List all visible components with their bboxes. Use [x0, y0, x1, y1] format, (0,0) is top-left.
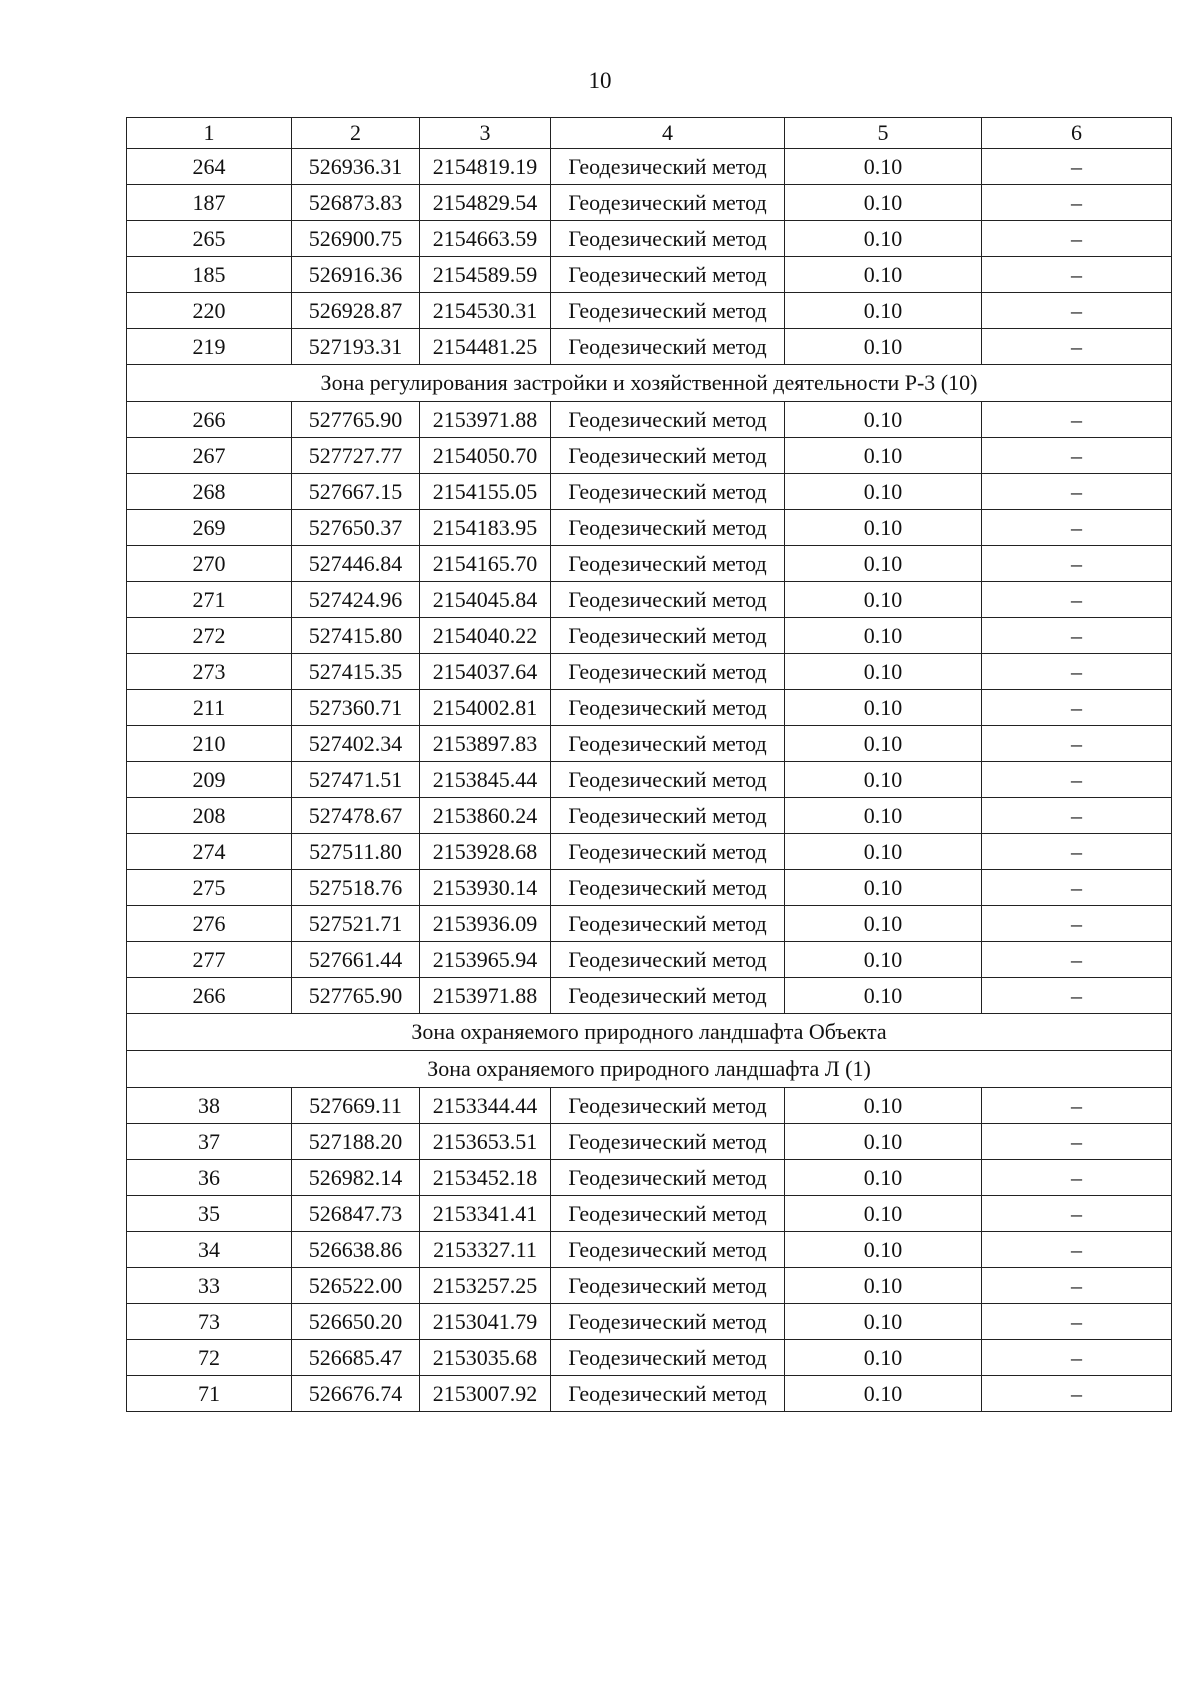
y-coordinate-cell: 2153971.88 [420, 978, 551, 1014]
method-cell: Геодезический метод [551, 726, 785, 762]
note-cell: – [982, 1268, 1172, 1304]
x-coordinate-cell: 527511.80 [292, 834, 420, 870]
point-number-cell: 276 [127, 906, 292, 942]
table-row [127, 402, 1172, 438]
accuracy-cell: 0.10 [785, 149, 982, 185]
table-row [127, 1124, 1172, 1160]
column-header: 6 [982, 118, 1172, 149]
method-cell: Геодезический метод [551, 149, 785, 185]
method-cell: Геодезический метод [551, 329, 785, 365]
x-coordinate-cell: 526936.31 [292, 149, 420, 185]
point-number-cell: 220 [127, 293, 292, 329]
table-row [127, 654, 1172, 690]
y-coordinate-cell: 2154165.70 [420, 546, 551, 582]
accuracy-cell: 0.10 [785, 726, 982, 762]
y-coordinate-cell: 2153327.11 [420, 1232, 551, 1268]
table-body [127, 149, 1172, 1412]
point-number-cell: 271 [127, 582, 292, 618]
method-cell: Геодезический метод [551, 1340, 785, 1376]
accuracy-cell: 0.10 [785, 870, 982, 906]
accuracy-cell: 0.10 [785, 257, 982, 293]
accuracy-cell: 0.10 [785, 942, 982, 978]
point-number-cell: 187 [127, 185, 292, 221]
x-coordinate-cell: 527667.15 [292, 474, 420, 510]
note-cell: – [982, 942, 1172, 978]
column-header: 4 [551, 118, 785, 149]
section-title: Зона охраняемого природного ландшафта Л (1) [127, 1051, 1172, 1088]
y-coordinate-cell: 2154002.81 [420, 690, 551, 726]
table-row [127, 149, 1172, 185]
note-cell: – [982, 402, 1172, 438]
accuracy-cell: 0.10 [785, 798, 982, 834]
coordinates-table [126, 117, 1171, 1412]
method-cell: Геодезический метод [551, 618, 785, 654]
method-cell: Геодезический метод [551, 870, 785, 906]
method-cell: Геодезический метод [551, 1304, 785, 1340]
x-coordinate-cell: 527669.11 [292, 1088, 420, 1124]
section-row [127, 1014, 1172, 1051]
accuracy-cell: 0.10 [785, 1160, 982, 1196]
method-cell: Геодезический метод [551, 906, 785, 942]
x-coordinate-cell: 526522.00 [292, 1268, 420, 1304]
method-cell: Геодезический метод [551, 690, 785, 726]
x-coordinate-cell: 527518.76 [292, 870, 420, 906]
note-cell: – [982, 1088, 1172, 1124]
point-number-cell: 210 [127, 726, 292, 762]
note-cell: – [982, 1376, 1172, 1412]
y-coordinate-cell: 2154819.19 [420, 149, 551, 185]
note-cell: – [982, 618, 1172, 654]
y-coordinate-cell: 2154040.22 [420, 618, 551, 654]
method-cell: Геодезический метод [551, 978, 785, 1014]
y-coordinate-cell: 2154183.95 [420, 510, 551, 546]
table-row [127, 798, 1172, 834]
method-cell: Геодезический метод [551, 942, 785, 978]
note-cell: – [982, 1196, 1172, 1232]
point-number-cell: 33 [127, 1268, 292, 1304]
x-coordinate-cell: 526928.87 [292, 293, 420, 329]
table-row [127, 870, 1172, 906]
table-row [127, 1340, 1172, 1376]
method-cell: Геодезический метод [551, 582, 785, 618]
point-number-cell: 274 [127, 834, 292, 870]
column-header: 1 [127, 118, 292, 149]
method-cell: Геодезический метод [551, 185, 785, 221]
y-coordinate-cell: 2153965.94 [420, 942, 551, 978]
y-coordinate-cell: 2153035.68 [420, 1340, 551, 1376]
y-coordinate-cell: 2154481.25 [420, 329, 551, 365]
note-cell: – [982, 257, 1172, 293]
point-number-cell: 275 [127, 870, 292, 906]
table-row [127, 762, 1172, 798]
table-row [127, 942, 1172, 978]
y-coordinate-cell: 2153007.92 [420, 1376, 551, 1412]
method-cell: Геодезический метод [551, 546, 785, 582]
x-coordinate-cell: 526900.75 [292, 221, 420, 257]
x-coordinate-cell: 527661.44 [292, 942, 420, 978]
method-cell: Геодезический метод [551, 798, 785, 834]
accuracy-cell: 0.10 [785, 1376, 982, 1412]
table-row [127, 1160, 1172, 1196]
method-cell: Геодезический метод [551, 1232, 785, 1268]
table-row [127, 474, 1172, 510]
point-number-cell: 185 [127, 257, 292, 293]
point-number-cell: 211 [127, 690, 292, 726]
point-number-cell: 267 [127, 438, 292, 474]
method-cell: Геодезический метод [551, 834, 785, 870]
y-coordinate-cell: 2154829.54 [420, 185, 551, 221]
y-coordinate-cell: 2153860.24 [420, 798, 551, 834]
point-number-cell: 266 [127, 978, 292, 1014]
y-coordinate-cell: 2153971.88 [420, 402, 551, 438]
point-number-cell: 38 [127, 1088, 292, 1124]
accuracy-cell: 0.10 [785, 690, 982, 726]
note-cell: – [982, 221, 1172, 257]
x-coordinate-cell: 527415.35 [292, 654, 420, 690]
y-coordinate-cell: 2154530.31 [420, 293, 551, 329]
column-header: 3 [420, 118, 551, 149]
table-row [127, 1088, 1172, 1124]
method-cell: Геодезический метод [551, 1196, 785, 1232]
accuracy-cell: 0.10 [785, 1268, 982, 1304]
x-coordinate-cell: 527360.71 [292, 690, 420, 726]
x-coordinate-cell: 526873.83 [292, 185, 420, 221]
method-cell: Геодезический метод [551, 1376, 785, 1412]
table-row [127, 906, 1172, 942]
page-number: 10 [588, 68, 612, 93]
method-cell: Геодезический метод [551, 257, 785, 293]
x-coordinate-cell: 527193.31 [292, 329, 420, 365]
point-number-cell: 72 [127, 1340, 292, 1376]
table-row [127, 1376, 1172, 1412]
y-coordinate-cell: 2154037.64 [420, 654, 551, 690]
accuracy-cell: 0.10 [785, 438, 982, 474]
note-cell: – [982, 1124, 1172, 1160]
point-number-cell: 209 [127, 762, 292, 798]
x-coordinate-cell: 527727.77 [292, 438, 420, 474]
y-coordinate-cell: 2153653.51 [420, 1124, 551, 1160]
point-number-cell: 272 [127, 618, 292, 654]
table-row [127, 834, 1172, 870]
note-cell: – [982, 546, 1172, 582]
table-row [127, 1196, 1172, 1232]
section-title: Зона охраняемого природного ландшафта Объекта [127, 1014, 1172, 1051]
table-row [127, 618, 1172, 654]
y-coordinate-cell: 2153341.41 [420, 1196, 551, 1232]
x-coordinate-cell: 527765.90 [292, 978, 420, 1014]
x-coordinate-cell: 527188.20 [292, 1124, 420, 1160]
accuracy-cell: 0.10 [785, 582, 982, 618]
accuracy-cell: 0.10 [785, 510, 982, 546]
section-row [127, 1051, 1172, 1088]
y-coordinate-cell: 2153452.18 [420, 1160, 551, 1196]
point-number-cell: 208 [127, 798, 292, 834]
accuracy-cell: 0.10 [785, 185, 982, 221]
table-row [127, 978, 1172, 1014]
accuracy-cell: 0.10 [785, 1340, 982, 1376]
table-row [127, 1232, 1172, 1268]
x-coordinate-cell: 526676.74 [292, 1376, 420, 1412]
x-coordinate-cell: 526685.47 [292, 1340, 420, 1376]
method-cell: Геодезический метод [551, 1124, 785, 1160]
y-coordinate-cell: 2153845.44 [420, 762, 551, 798]
point-number-cell: 266 [127, 402, 292, 438]
accuracy-cell: 0.10 [785, 834, 982, 870]
note-cell: – [982, 870, 1172, 906]
method-cell: Геодезический метод [551, 654, 785, 690]
note-cell: – [982, 185, 1172, 221]
x-coordinate-cell: 527415.80 [292, 618, 420, 654]
method-cell: Геодезический метод [551, 1268, 785, 1304]
accuracy-cell: 0.10 [785, 906, 982, 942]
note-cell: – [982, 690, 1172, 726]
y-coordinate-cell: 2154155.05 [420, 474, 551, 510]
note-cell: – [982, 293, 1172, 329]
accuracy-cell: 0.10 [785, 402, 982, 438]
y-coordinate-cell: 2154050.70 [420, 438, 551, 474]
point-number-cell: 71 [127, 1376, 292, 1412]
x-coordinate-cell: 526847.73 [292, 1196, 420, 1232]
note-cell: – [982, 1160, 1172, 1196]
point-number-cell: 270 [127, 546, 292, 582]
note-cell: – [982, 834, 1172, 870]
method-cell: Геодезический метод [551, 510, 785, 546]
note-cell: – [982, 474, 1172, 510]
x-coordinate-cell: 527446.84 [292, 546, 420, 582]
note-cell: – [982, 726, 1172, 762]
table-row [127, 185, 1172, 221]
table-row [127, 690, 1172, 726]
accuracy-cell: 0.10 [785, 474, 982, 510]
y-coordinate-cell: 2153344.44 [420, 1088, 551, 1124]
x-coordinate-cell: 527478.67 [292, 798, 420, 834]
accuracy-cell: 0.10 [785, 329, 982, 365]
x-coordinate-cell: 527424.96 [292, 582, 420, 618]
point-number-cell: 219 [127, 329, 292, 365]
method-cell: Геодезический метод [551, 474, 785, 510]
y-coordinate-cell: 2154589.59 [420, 257, 551, 293]
point-number-cell: 273 [127, 654, 292, 690]
y-coordinate-cell: 2153930.14 [420, 870, 551, 906]
point-number-cell: 34 [127, 1232, 292, 1268]
table-row [127, 1268, 1172, 1304]
point-number-cell: 268 [127, 474, 292, 510]
note-cell: – [982, 149, 1172, 185]
table-row [127, 293, 1172, 329]
accuracy-cell: 0.10 [785, 221, 982, 257]
y-coordinate-cell: 2153936.09 [420, 906, 551, 942]
x-coordinate-cell: 527765.90 [292, 402, 420, 438]
table-header-row [127, 118, 1172, 149]
note-cell: – [982, 438, 1172, 474]
accuracy-cell: 0.10 [785, 546, 982, 582]
x-coordinate-cell: 526916.36 [292, 257, 420, 293]
accuracy-cell: 0.10 [785, 1232, 982, 1268]
point-number-cell: 37 [127, 1124, 292, 1160]
accuracy-cell: 0.10 [785, 1088, 982, 1124]
table-row [127, 546, 1172, 582]
section-title: Зона регулирования застройки и хозяйственной деятельности Р-3 (10) [127, 365, 1172, 402]
y-coordinate-cell: 2154045.84 [420, 582, 551, 618]
point-number-cell: 73 [127, 1304, 292, 1340]
accuracy-cell: 0.10 [785, 1196, 982, 1232]
note-cell: – [982, 1304, 1172, 1340]
table-row [127, 221, 1172, 257]
note-cell: – [982, 798, 1172, 834]
section-row [127, 365, 1172, 402]
table-row [127, 582, 1172, 618]
table-row [127, 1304, 1172, 1340]
accuracy-cell: 0.10 [785, 762, 982, 798]
x-coordinate-cell: 527471.51 [292, 762, 420, 798]
point-number-cell: 277 [127, 942, 292, 978]
method-cell: Геодезический метод [551, 438, 785, 474]
y-coordinate-cell: 2153257.25 [420, 1268, 551, 1304]
y-coordinate-cell: 2153928.68 [420, 834, 551, 870]
note-cell: – [982, 329, 1172, 365]
method-cell: Геодезический метод [551, 1088, 785, 1124]
point-number-cell: 36 [127, 1160, 292, 1196]
point-number-cell: 269 [127, 510, 292, 546]
point-number-cell: 35 [127, 1196, 292, 1232]
accuracy-cell: 0.10 [785, 293, 982, 329]
point-number-cell: 264 [127, 149, 292, 185]
note-cell: – [982, 654, 1172, 690]
method-cell: Геодезический метод [551, 293, 785, 329]
y-coordinate-cell: 2153897.83 [420, 726, 551, 762]
accuracy-cell: 0.10 [785, 978, 982, 1014]
x-coordinate-cell: 527521.71 [292, 906, 420, 942]
note-cell: – [982, 906, 1172, 942]
note-cell: – [982, 1232, 1172, 1268]
note-cell: – [982, 510, 1172, 546]
point-number-cell: 265 [127, 221, 292, 257]
accuracy-cell: 0.10 [785, 654, 982, 690]
table-row [127, 510, 1172, 546]
note-cell: – [982, 978, 1172, 1014]
accuracy-cell: 0.10 [785, 1304, 982, 1340]
table-row [127, 726, 1172, 762]
accuracy-cell: 0.10 [785, 618, 982, 654]
column-header: 5 [785, 118, 982, 149]
table-row [127, 329, 1172, 365]
x-coordinate-cell: 526650.20 [292, 1304, 420, 1340]
method-cell: Геодезический метод [551, 762, 785, 798]
note-cell: – [982, 1340, 1172, 1376]
x-coordinate-cell: 527402.34 [292, 726, 420, 762]
method-cell: Геодезический метод [551, 1160, 785, 1196]
accuracy-cell: 0.10 [785, 1124, 982, 1160]
column-header: 2 [292, 118, 420, 149]
y-coordinate-cell: 2153041.79 [420, 1304, 551, 1340]
x-coordinate-cell: 526982.14 [292, 1160, 420, 1196]
note-cell: – [982, 762, 1172, 798]
note-cell: – [982, 582, 1172, 618]
method-cell: Геодезический метод [551, 221, 785, 257]
y-coordinate-cell: 2154663.59 [420, 221, 551, 257]
method-cell: Геодезический метод [551, 402, 785, 438]
x-coordinate-cell: 527650.37 [292, 510, 420, 546]
table-row [127, 438, 1172, 474]
table-row [127, 257, 1172, 293]
x-coordinate-cell: 526638.86 [292, 1232, 420, 1268]
